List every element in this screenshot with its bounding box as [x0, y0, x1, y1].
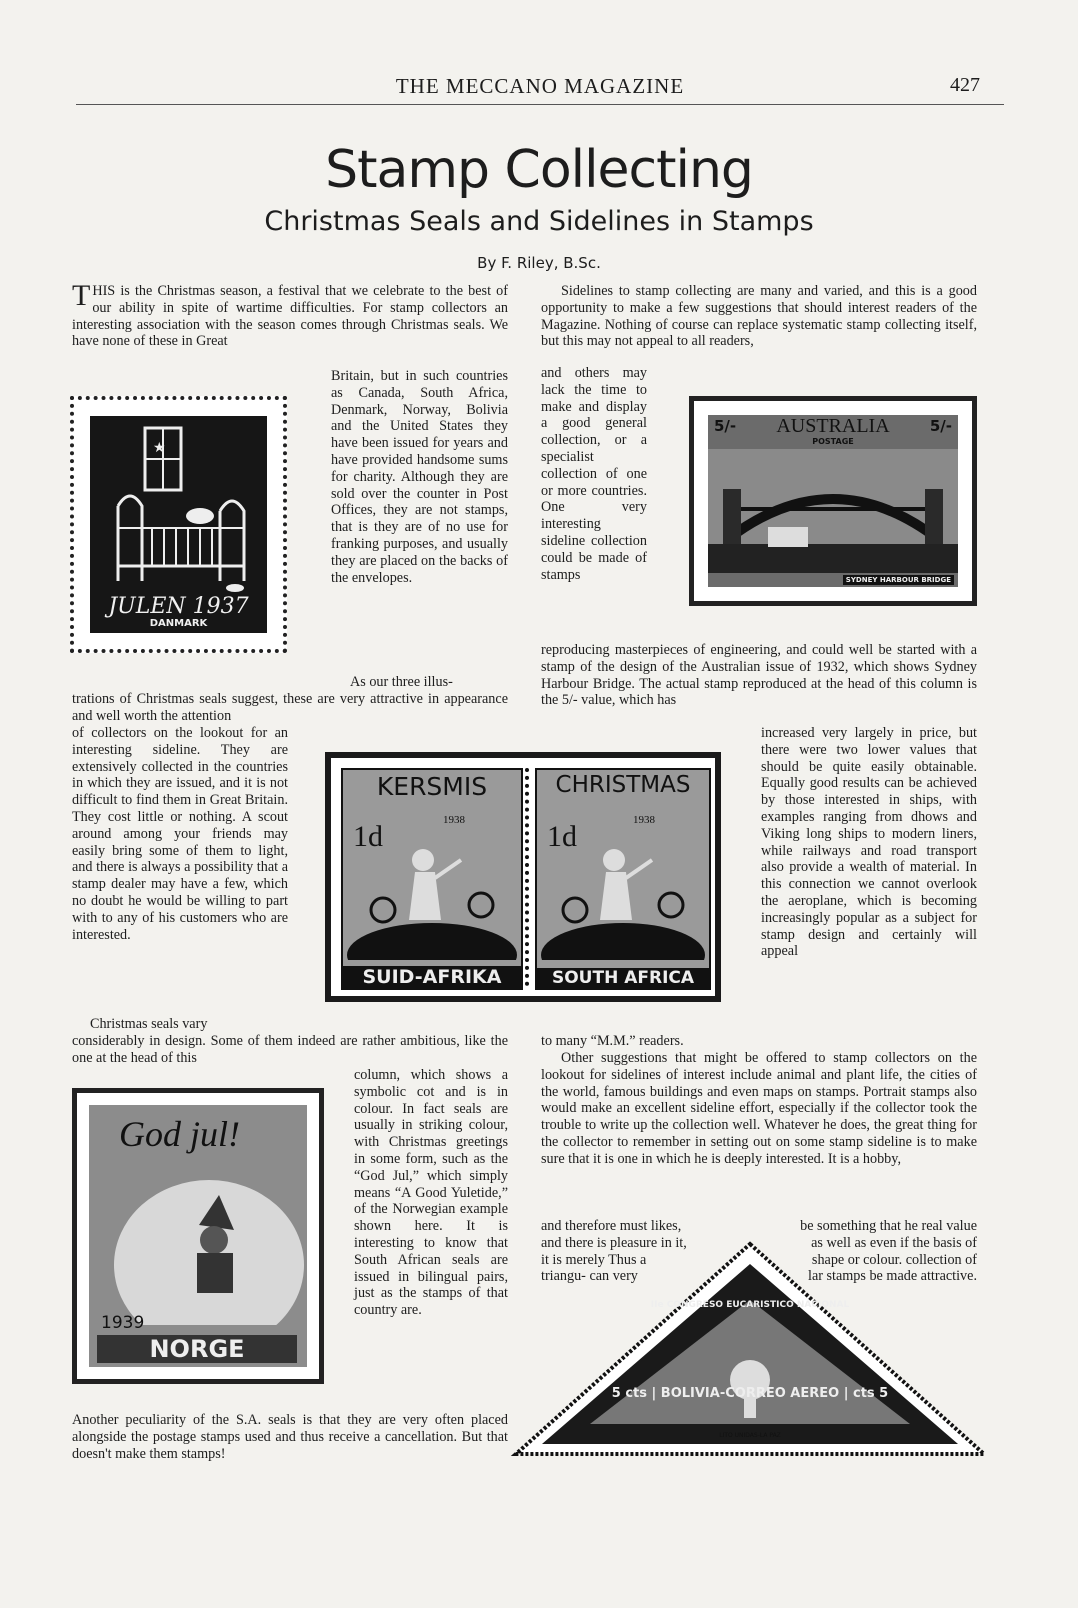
- norway-christmas-seal: [72, 1088, 324, 1384]
- seal-value-right: 1d: [547, 820, 577, 853]
- sa-seal-left: [341, 768, 523, 990]
- right-col-p1-narrow: and others may lack the time to make and display a good general collection, or a specialist collection of one or more countries. One very interesting sideline collection could be made of stamps: [541, 365, 647, 583]
- seal-country: DANMARK: [149, 618, 208, 629]
- header-rule: [76, 104, 1004, 105]
- seal-country-left: SUID-AFRIKA: [343, 966, 521, 988]
- child-figure-icon: [343, 830, 521, 960]
- bolivia-printer: LITO UNIDAS-LA PAZ: [719, 1432, 781, 1439]
- seal-word-left: KERSMIS: [376, 772, 488, 801]
- right-col-p1-end: to many “M.M.” readers.: [541, 1033, 684, 1049]
- harbour-bridge-icon: [708, 449, 958, 573]
- stamp-country: AUSTRALIA: [776, 415, 890, 437]
- article-byline: By F. Riley, B.Sc.: [477, 254, 601, 272]
- postage-label: POSTAGE: [812, 437, 854, 446]
- bolivia-congress: IIe CONGRESO EUCARISTICO NACIONAL: [650, 1300, 850, 1310]
- left-col-p4: Another peculiarity of the S.A. seals is that they are very often placed alongside the postage stamps used and thus receive a cancellation. But that doesn't make them stamps!: [72, 1412, 508, 1462]
- svg-text:★: ★: [153, 441, 166, 456]
- article-title: Stamp Collecting: [325, 140, 753, 200]
- left-col-p3-right: column, which shows a symbolic cot and is in colour. In fact seals are usually in striking colour, with Christmas greetings in some form, such as the “God Jul,” which simply means “A Good Yuletide,” of the Norwegian example shown here. It is interesting to know that South African seals are issued in bilingual pairs, just as the stamps of that country are.: [354, 1067, 508, 1319]
- seal-value-left: 1d: [353, 820, 383, 853]
- right-col-p1-wide: Sidelines to stamp collecting are many and varied, and this is a good opportunity to make a few suggestions that should interest readers of the Magazine. Nothing of course can replace systematic stamp collecting itself, but this may not appeal to all readers,: [541, 283, 977, 350]
- paragraph-text: HIS is the Christmas season, a festival that we celebrate to the best of our ability in spite of wartime difficulties. For stamp collectors an interesting association with the season comes through Christmas seals. We have none of these in Great: [72, 283, 508, 350]
- sa-seal-right: [535, 768, 711, 990]
- left-col-p1-narrow: Britain, but in such countries as Canada, South Africa, Denmark, Norway, Bolivia and the United States they have been issued for years and have provided handsome sums for charity. Although they are sold over the counter in Post Offices, they are not stamps, that is they are of no use for franking purposes, and usually they are placed on the backs of the envelopes.: [331, 368, 508, 586]
- seal-year-text: JULEN 1937: [108, 594, 249, 619]
- left-col-p2-narrow: of collectors on the lookout for an interesting sideline. They are extensively collected in the countries in which they are issued, and it is not difficult to find them in Great Britain. They cost little or nothing. A scout around among your friends may easily bring some of them to light, and there is always a possibility that a stamp dealer may have a few, which no doubt he would be willing to part with to any of his customers who are interested.: [72, 725, 288, 943]
- left-col-p2-start: As our three illus-: [350, 674, 453, 690]
- seal-word-right: CHRISTMAS: [555, 772, 691, 798]
- left-col-p3-narrow: Christmas seals vary: [90, 1016, 208, 1032]
- running-title: THE MECCANO MAGAZINE: [395, 74, 685, 98]
- perforation-divider: [525, 768, 529, 986]
- seal-year-left: 1938: [443, 814, 465, 826]
- drop-cap: T: [72, 279, 91, 312]
- seal-country: NORGE: [97, 1335, 297, 1363]
- australia-stamp: [689, 396, 977, 606]
- article-subtitle: Christmas Seals and Sidelines in Stamps: [264, 206, 814, 237]
- australia-stamp-artwork: [708, 415, 958, 587]
- south-africa-seal-pair: [325, 752, 721, 1002]
- denmark-seal-artwork: [90, 416, 267, 633]
- bolivia-value-bar: 5 cts | BOLIVIA-CORREO AEREO | cts 5: [611, 1386, 889, 1401]
- child-figure-icon: [537, 830, 709, 960]
- right-col-p1-wide2: reproducing masterpieces of engineering, and could well be started with a stamp of the design of the Australian issue of 1932, which shows Sydney Harbour Bridge. The actual stamp reproduced at the head of this column is the 5/- value, which has: [541, 642, 977, 709]
- stamp-caption: SYDNEY HARBOUR BRIDGE: [843, 575, 954, 585]
- seal-country-right: SOUTH AFRICA: [537, 968, 709, 988]
- right-col-p2: Other suggestions that might be offered to stamp collectors on the lookout for sidelines of interest include animal and plant life, the cities of the world, famous buildings and even maps on stamps. Portrait stamps also would make an excellent sideline effort, especially if the collector took the trouble to write up the collection well. Whatever he does, the great thing for the collector to remember in setting out on some stamp sideline is to make sure that it is one in which he is deeply interested. It is a hobby,: [541, 1050, 977, 1167]
- gnome-icon: [89, 1155, 307, 1325]
- right-col-p2-right: be something that he real value as well as even if the basis of shape or colour. collection of lar stamps be made attractive.: [800, 1218, 977, 1285]
- seal-greeting: God jul!: [119, 1114, 240, 1154]
- denmark-christmas-seal: [70, 396, 287, 653]
- right-col-p2-left: and therefore must likes, and there is pleasure in it, it is merely Thus a triangu- can very: [541, 1218, 687, 1285]
- left-col-p3-wide: considerably in design. Some of them indeed are rather ambitious, like the one at the head of this: [72, 1033, 508, 1066]
- norway-seal-artwork: [89, 1105, 307, 1367]
- page-number: 427: [950, 74, 980, 96]
- left-col-p1-head: [72, 279, 508, 350]
- bolivia-triangle-stamp: [510, 1240, 990, 1458]
- left-col-p2-wide: trations of Christmas seals suggest, these are very attractive in appearance and well worth the attention: [72, 691, 508, 724]
- right-col-p1-narrow2: increased very largely in price, but there were two lower values that should be quite easily obtainable. Equally good results can be achieved by those interested in ships, with examples ranging from dhows and Viking long ships to modern liners, while railways and road transport also provide a wealth of material. In this connection we cannot overlook the aeroplane, which is becoming increasingly popular as a subject for stamp design and certainly will appeal: [761, 725, 977, 960]
- value-right: 5/-: [929, 417, 952, 435]
- seal-year: 1939: [101, 1313, 145, 1333]
- seal-year-right: 1938: [633, 814, 655, 826]
- value-left: 5/-: [714, 417, 737, 435]
